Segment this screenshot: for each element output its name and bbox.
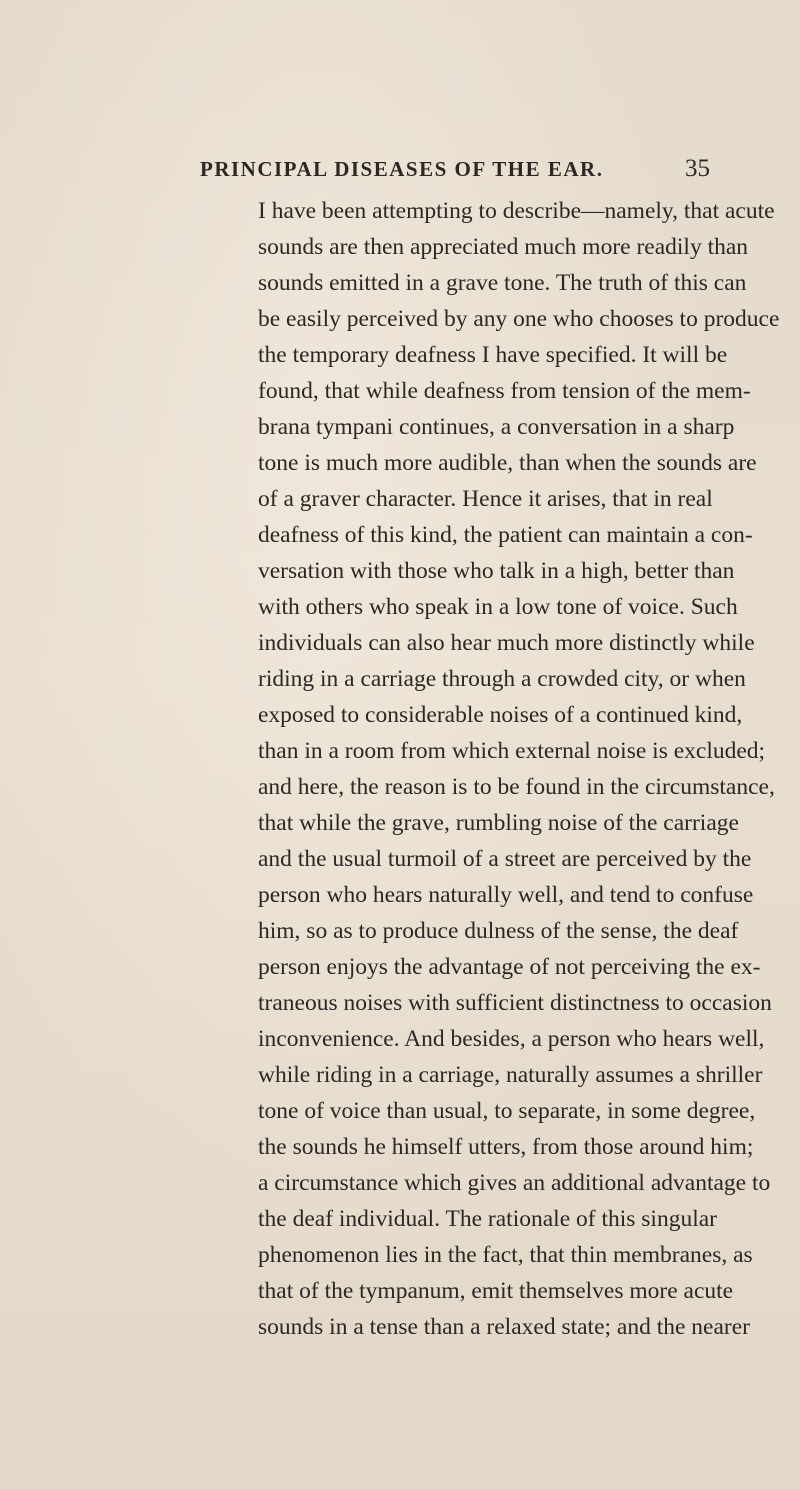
text-line: sounds in a tense than a relaxed state; and the nearer — [258, 1314, 750, 1340]
text-line: traneous noises with sufficient distinctness to occasion — [258, 990, 772, 1016]
text-line: exposed to considerable noises of a continued kind, — [258, 702, 743, 728]
text-line: him, so as to produce dulness of the sense, the deaf — [258, 918, 739, 944]
text-line: the deaf individual. The rationale of this singular — [258, 1206, 717, 1232]
text-line: a circumstance which gives an additional advantage to — [258, 1170, 771, 1196]
text-line: I have been attempting to describe—namely, that acute — [258, 198, 775, 224]
text-line: person enjoys the advantage of not perceiving the ex- — [258, 954, 761, 980]
text-line: than in a room from which external noise is excluded; — [258, 738, 766, 764]
text-line: riding in a carriage through a crowded city, or when — [258, 666, 746, 692]
text-line: the temporary deafness I have specified. It will be — [258, 342, 728, 368]
text-line: inconvenience. And besides, a person who hears well, — [258, 1026, 765, 1052]
text-line: person who hears naturally well, and tend to confuse — [258, 882, 754, 908]
text-line: that of the tympanum, emit themselves more acute — [258, 1278, 734, 1304]
text-line: phenomenon lies in the fact, that thin membranes, as — [258, 1242, 753, 1268]
text-line: of a graver character. Hence it arises, that in real — [258, 486, 713, 512]
text-line: sounds are then appreciated much more readily than — [258, 234, 749, 260]
running-title: PRINCIPAL DISEASES OF THE EAR. — [200, 157, 604, 181]
running-head — [200, 157, 710, 187]
text-line: brana tympani continues, a conversation in a sharp — [258, 414, 735, 440]
text-line: the sounds he himself utters, from those around him; — [258, 1134, 754, 1160]
page-number: 35 — [685, 155, 710, 182]
text-line: and here, the reason is to be found in the circumstance, — [258, 774, 775, 800]
text-line: that while the grave, rumbling noise of the carriage — [258, 810, 739, 836]
text-line: found, that while deafness from tension of the mem- — [258, 378, 751, 404]
text-line: and the usual turmoil of a street are perceived by the — [258, 846, 752, 872]
text-line: tone is much more audible, than when the sounds are — [258, 450, 757, 476]
text-line: be easily perceived by any one who chooses to produce — [258, 306, 780, 332]
text-line: sounds emitted in a grave tone. The truth of this can — [258, 270, 747, 296]
text-line: individuals can also hear much more distinctly while — [258, 630, 755, 656]
text-line: tone of voice than usual, to separate, in some degree, — [258, 1098, 756, 1124]
text-line: with others who speak in a low tone of voice. Such — [258, 594, 738, 620]
text-line: versation with those who talk in a high, better than — [258, 558, 735, 584]
text-line: deafness of this kind, the patient can maintain a con- — [258, 522, 753, 548]
text-line: while riding in a carriage, naturally assumes a shriller — [258, 1062, 763, 1088]
